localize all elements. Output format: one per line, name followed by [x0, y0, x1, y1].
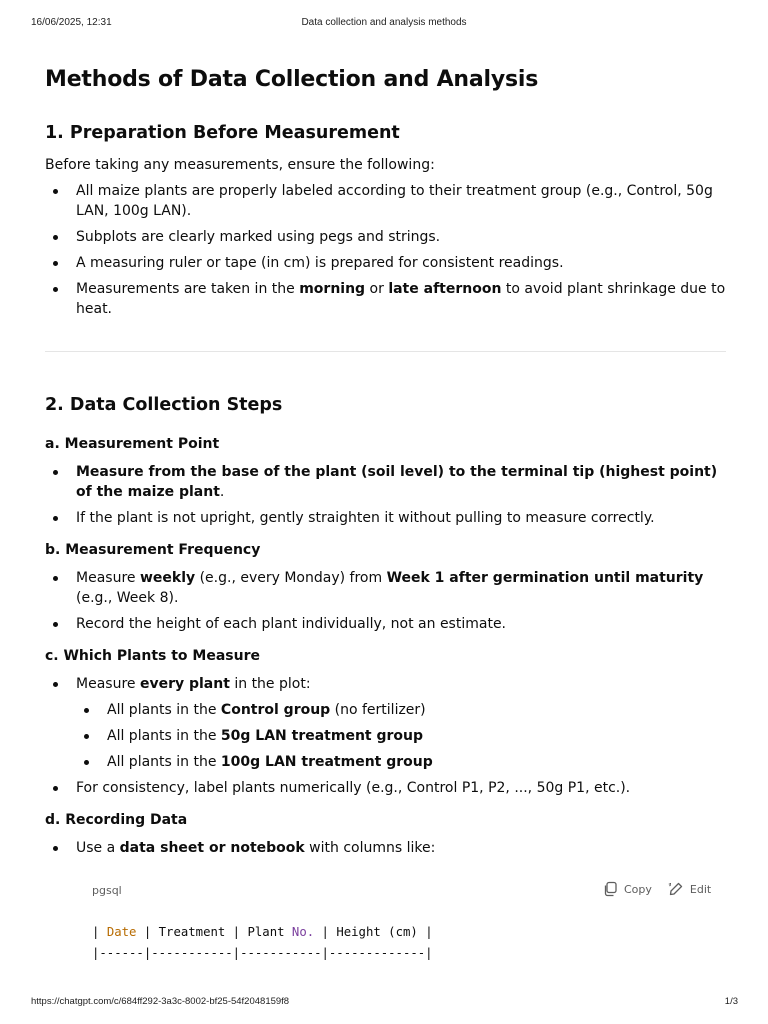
subsection-b-list [45, 568, 729, 634]
print-footer [0, 996, 768, 1010]
section1-intro: Before taking any measurements, ensure the following: [45, 157, 435, 173]
edit-button[interactable] [668, 881, 711, 897]
nested-list-item [76, 700, 729, 720]
bold-text: late afternoon [388, 281, 502, 297]
bold-text: morning [299, 281, 366, 297]
subsection-d-list [45, 838, 729, 858]
section1-heading: 1. Preparation Before Measurement [45, 123, 400, 143]
list-item-text: For consistency, label plants numerically (e.g., Control P1, P2, ..., 50g P1, etc.). [76, 780, 631, 796]
code-keyword: No. [291, 925, 315, 939]
list-item [45, 279, 729, 319]
page-number: 1/3 [724, 996, 738, 1007]
list-item [45, 778, 729, 798]
section1-list [45, 181, 729, 319]
subsection-a-list [45, 462, 729, 528]
list-item-text: All maize plants are properly labeled according to their treatment group (e.g., Control, 50g LAN, 100g LAN). [76, 183, 713, 219]
list-item [45, 181, 729, 221]
nested-list [76, 700, 729, 772]
list-item-text: Record the height of each plant individually, not an estimate. [76, 616, 507, 632]
list-item [45, 614, 729, 634]
bold-text: data sheet or notebook [119, 840, 305, 856]
list-item-text: Subplots are clearly marked using pegs and strings. [76, 229, 441, 245]
list-item-text: Measure [76, 676, 140, 692]
list-item [45, 253, 729, 273]
list-item [45, 674, 729, 772]
list-item [45, 568, 729, 608]
print-header [0, 17, 768, 31]
bold-text: 50g LAN treatment group [220, 728, 424, 744]
bold-text: Control group [220, 702, 331, 718]
list-item-text: (no fertilizer) [330, 702, 426, 718]
list-item [45, 462, 729, 502]
document-content [45, 64, 729, 319]
list-item-text: Measure [76, 570, 140, 586]
copy-label: Copy [624, 882, 652, 896]
list-item-text: (e.g., Week 8). [76, 590, 179, 606]
subsection-a-heading: a. Measurement Point [45, 436, 220, 452]
subsection-b-heading: b. Measurement Frequency [45, 542, 261, 558]
list-item-text: (e.g., every Monday) from [195, 570, 387, 586]
section-divider [45, 351, 726, 352]
list-item [45, 508, 729, 528]
bold-text: Week 1 after germination until maturity [386, 570, 704, 586]
code-token: | [92, 925, 107, 939]
copy-icon [602, 881, 618, 897]
list-item-text: Use a [76, 840, 120, 856]
print-datetime: 16/06/2025, 12:31 [31, 17, 112, 28]
subsection-c-list [45, 674, 729, 798]
document-title: Methods of Data Collection and Analysis [45, 67, 539, 92]
print-url: https://chatgpt.com/c/684ff292-3a3c-8002-bf25-54f2048159f8 [31, 996, 290, 1007]
list-item-text: Measurements are taken in the [76, 281, 300, 297]
list-item-text: to avoid plant shrinkage due to heat. [76, 281, 726, 317]
list-item-text: All plants in the [107, 702, 221, 718]
code-line-1 [92, 925, 433, 939]
bold-text: every plant [139, 676, 230, 692]
code-token: | Treatment | Plant [136, 925, 292, 939]
list-item-text: . [219, 484, 225, 500]
print-title: Data collection and analysis methods [301, 17, 467, 28]
code-actions [602, 881, 727, 897]
document-content-section2 [45, 392, 729, 858]
list-item-text: in the plot: [229, 676, 311, 692]
list-item-text: or [365, 281, 389, 297]
bold-text: Measure from the base of the plant (soil level) to the terminal tip (highest point) of the maize plant [76, 464, 718, 500]
nested-list-item [76, 752, 729, 772]
bold-text: weekly [139, 570, 196, 586]
copy-button[interactable] [602, 881, 652, 897]
edit-icon [668, 881, 684, 897]
list-item-text: All plants in the [107, 754, 221, 770]
list-item-text: All plants in the [107, 728, 221, 744]
code-language-label: pgsql [92, 884, 122, 897]
edit-label: Edit [689, 882, 712, 896]
section2-heading: 2. Data Collection Steps [45, 395, 283, 415]
nested-list-item [76, 726, 729, 746]
code-token: | Height (cm) | [314, 925, 433, 939]
subsection-d-heading: d. Recording Data [45, 812, 188, 828]
list-item-text: A measuring ruler or tape (in cm) is prepared for consistent readings. [76, 255, 564, 271]
code-keyword: Date [106, 925, 137, 939]
list-item [45, 227, 729, 247]
list-item-text: with columns like: [304, 840, 436, 856]
list-item [45, 838, 729, 858]
code-line-2: |------|-----------|-----------|-------------| [92, 946, 433, 960]
subsection-c-heading: c. Which Plants to Measure [45, 648, 260, 664]
bold-text: 100g LAN treatment group [220, 754, 433, 770]
list-item-text: If the plant is not upright, gently straighten it without pulling to measure correctly. [76, 510, 655, 526]
